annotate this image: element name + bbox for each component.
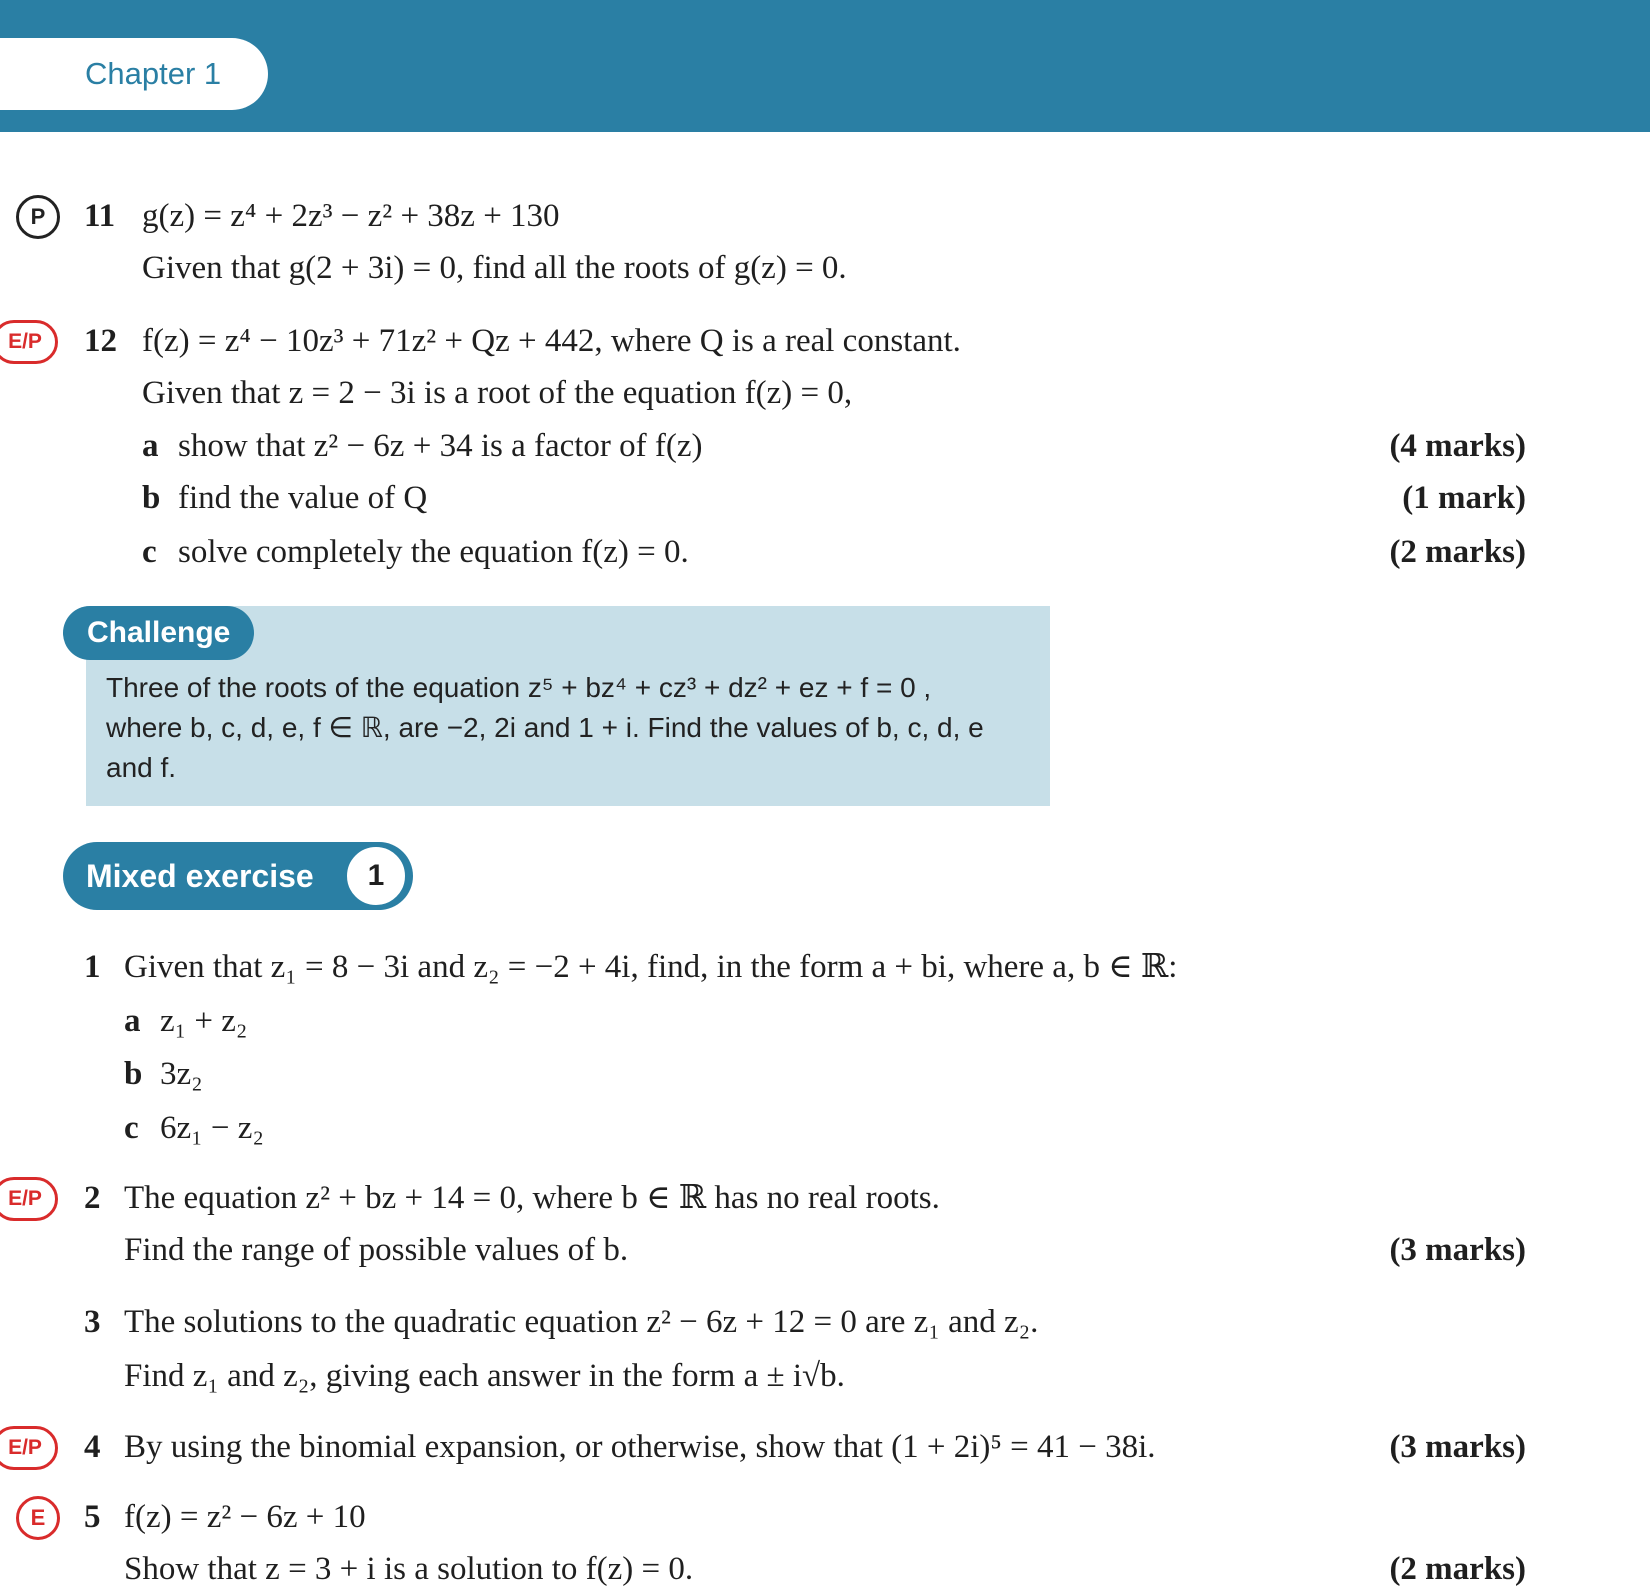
challenge-title: Challenge <box>63 606 254 660</box>
mixed-exercise-number: 1 <box>342 842 410 910</box>
part-label: a <box>142 428 159 464</box>
question-line: Find the range of possible values of b. <box>124 1232 629 1268</box>
part-text: 3z₂ <box>160 1056 203 1092</box>
marks-label: (1 mark) <box>1402 480 1526 516</box>
question-line: Given that z₁ = 8 − 3i and z₂ = −2 + 4i, find, in the form a + bi, where a, b ∈ ℝ: <box>124 949 1178 985</box>
marks-label: (4 marks) <box>1389 428 1526 464</box>
exam-problem-badge: E/P <box>0 1426 58 1470</box>
question-number: 5 <box>84 1499 101 1535</box>
challenge-line: and f. <box>106 752 177 783</box>
challenge-text <box>106 668 1006 788</box>
challenge-line: Three of the roots of the equation z⁵ + bz⁴ + cz³ + dz² + ez + f = 0 , <box>106 672 932 703</box>
question-line: f(z) = z⁴ − 10z³ + 71z² + Qz + 442, where Q is a real constant. <box>142 323 961 359</box>
question-line: The solutions to the quadratic equation z² − 6z + 12 = 0 are z₁ and z₂. <box>124 1304 1039 1340</box>
chapter-tab: Chapter 1 <box>0 38 268 110</box>
marks-label: (2 marks) <box>1389 534 1526 570</box>
part-text: solve completely the equation f(z) = 0. <box>178 534 689 570</box>
question-line: Given that g(2 + 3i) = 0, find all the roots of g(z) = 0. <box>142 250 847 286</box>
marks-label: (2 marks) <box>1389 1551 1526 1587</box>
exam-problem-badge: E/P <box>0 1177 58 1221</box>
exam-problem-badge: E/P <box>0 320 58 364</box>
part-label: b <box>124 1056 143 1092</box>
question-line: By using the binomial expansion, or otherwise, show that (1 + 2i)⁵ = 41 − 38i. <box>124 1429 1156 1465</box>
marks-label: (3 marks) <box>1389 1232 1526 1268</box>
question-line: f(z) = z² − 6z + 10 <box>124 1499 366 1535</box>
question-number: 4 <box>84 1429 101 1465</box>
question-number: 2 <box>84 1180 101 1216</box>
part-label: b <box>142 480 161 516</box>
mixed-exercise-title: Mixed exercise <box>63 842 413 910</box>
question-line: Find z₁ and z₂, giving each answer in the form a ± i√b. <box>124 1358 845 1394</box>
question-number: 12 <box>84 323 117 359</box>
exam-badge: E <box>16 1496 60 1540</box>
question-number: 1 <box>84 949 101 985</box>
marks-label: (3 marks) <box>1389 1429 1526 1465</box>
challenge-line: where b, c, d, e, f ∈ ℝ, are −2, 2i and 1 + i. Find the values of b, c, d, e <box>106 712 984 743</box>
part-text: z₁ + z₂ <box>160 1003 248 1039</box>
question-line: The equation z² + bz + 14 = 0, where b ∈ ℝ has no real roots. <box>124 1180 940 1216</box>
part-text: find the value of Q <box>178 480 428 516</box>
part-label: c <box>124 1110 139 1146</box>
question-line: Given that z = 2 − 3i is a root of the equation f(z) = 0, <box>142 375 853 411</box>
question-line: g(z) = z⁴ + 2z³ − z² + 38z + 130 <box>142 198 560 234</box>
question-line: Show that z = 3 + i is a solution to f(z) = 0. <box>124 1551 694 1587</box>
part-label: a <box>124 1003 141 1039</box>
part-label: c <box>142 534 157 570</box>
problem-solving-badge: P <box>16 195 60 239</box>
part-text: show that z² − 6z + 34 is a factor of f(z) <box>178 428 703 464</box>
question-number: 3 <box>84 1304 101 1340</box>
question-number: 11 <box>84 198 116 234</box>
part-text: 6z₁ − z₂ <box>160 1110 264 1146</box>
